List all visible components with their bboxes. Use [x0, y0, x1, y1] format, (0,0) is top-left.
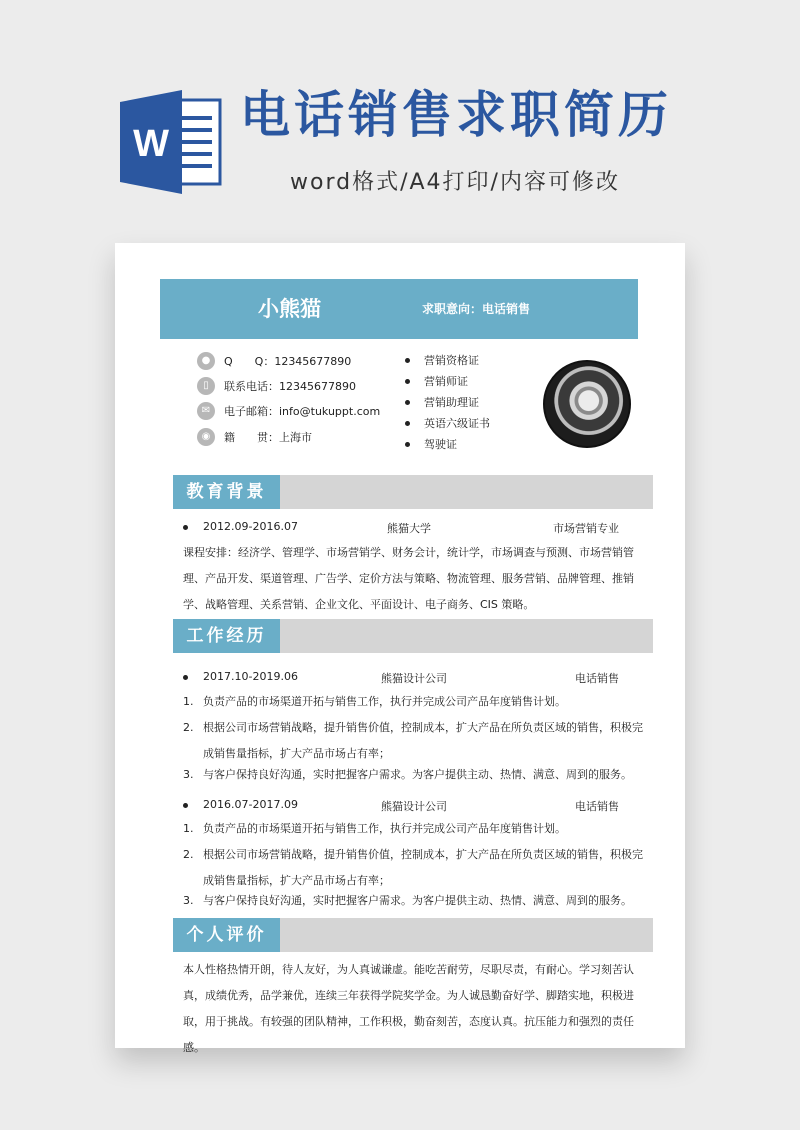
mail-icon: ✉: [197, 402, 215, 420]
profile-photo: [543, 360, 631, 448]
phone-icon: ▯: [197, 377, 215, 395]
job-entry: 2017.10-2019.06 熊猫设计公司 电话销售: [183, 670, 653, 686]
candidate-name: 小熊猫: [258, 297, 321, 321]
resume-paper: 小熊猫 求职意向：电话销售 ● Q Q：12345677890 ▯ 联系电话：12345677890 ✉ 电子邮箱：info@tukuppt.com ◉ 籍 贯：上海市 营销资格证 营销师证 营销助理证 英语六级证书 驾驶证 教育背景 2012.09-2016.07 熊猫大学 市场营销专业 课程安排：经济学、管理学、市场营销学、财务会计，统计学，市场调查与预测、市场营销管理、产品开发、渠道管理、广告学、定价方法与策略、物流管理、服务营销、品牌管理、推销学、战略管理、关系营销、企业文化、平面设计、电子商务、CIS 策略。 工作经历 2017.10-2019.06 熊猫设计公司 电话销售 1. 负责产品的市场渠道开拓与销售工作，执行并完成公司产品年度销售计划。 2. 根据公司市场营销战略，提升销售价值，控制成本，扩大产品在所负责区域的销售，积极完成销售量指标，扩大产品市场占有率； 3. 与客户保持良好沟通，实时把握客户需求。为客户提供主动、热情、满意、周到的服务。 2016.07-2017.09 熊猫设计公司 电话销售 1. 负责产品的市场渠道开拓与销售工作，执行并完成公司产品年度销售计划。 2. 根据公司市场营销战略，提升销售价值，控制成本，扩大产品在所负责区域的销售，积极完成销售量指标，扩大产品市场占有率； 3. 与客户保持良好沟通，实时把握客户需求。为客户提供主动、热情、满意、周到的服务。 个人评价 本人性格热情开朗，待人友好，为人真诚谦虚。能吃苦耐劳，尽职尽责，有耐心。学习刻苦认真，成绩优秀，品学兼优，连续三年获得学院奖学金。为人诚恳勤奋好学、脚踏实地，积极进取，用于挑战。有较强的团队精神，工作积极，勤奋刻苦，态度认真。抗压能力和强烈的责任感。: [115, 243, 685, 1048]
svg-text:W: W: [133, 123, 169, 165]
section-evaluation: 个人评价: [173, 918, 653, 952]
contact-qq: ● Q Q：12345677890: [197, 351, 351, 371]
section-work: 工作经历: [173, 619, 653, 653]
education-courses: 课程安排：经济学、管理学、市场营销学、财务会计，统计学，市场调查与预测、市场营销管理、产品开发、渠道管理、广告学、定价方法与策略、物流管理、服务营销、品牌管理、推销学、战略管理、关系营销、企业文化、平面设计、电子商务、CIS 策略。: [183, 546, 634, 611]
contact-hometown: ◉ 籍 贯：上海市: [197, 427, 312, 447]
job-entry: 2016.07-2017.09 熊猫设计公司 电话销售: [183, 798, 653, 814]
name-bar: [160, 279, 638, 339]
certificate-item: 营销资格证: [405, 351, 479, 369]
section-education: 教育背景: [173, 475, 653, 509]
contact-email: ✉ 电子邮箱：info@tukuppt.com: [197, 401, 380, 421]
certificate-item: 英语六级证书: [405, 414, 490, 432]
certificate-item: 营销助理证: [405, 393, 479, 411]
certificate-item: 营销师证: [405, 372, 468, 390]
location-icon: ◉: [197, 428, 215, 446]
education-entry: 2012.09-2016.07 熊猫大学 市场营销专业: [183, 520, 653, 536]
page-subtitle: word格式/A4打印/内容可修改: [290, 170, 620, 195]
certificate-item: 驾驶证: [405, 435, 457, 453]
word-document-icon: [118, 88, 226, 196]
qq-icon: ●: [197, 352, 215, 370]
contact-phone: ▯ 联系电话：12345677890: [197, 376, 356, 396]
page-title: 电话销售求职简历: [240, 86, 672, 144]
job-objective: 求职意向：电话销售: [422, 302, 531, 316]
evaluation-text: 本人性格热情开朗，待人友好，为人真诚谦虚。能吃苦耐劳，尽职尽责，有耐心。学习刻苦认真，成绩优秀，品学兼优，连续三年获得学院奖学金。为人诚恳勤奋好学、脚踏实地，积极进取，用于挑战。有较强的团队精神，工作积极，勤奋刻苦，态度认真。抗压能力和强烈的责任感。: [183, 963, 634, 1054]
